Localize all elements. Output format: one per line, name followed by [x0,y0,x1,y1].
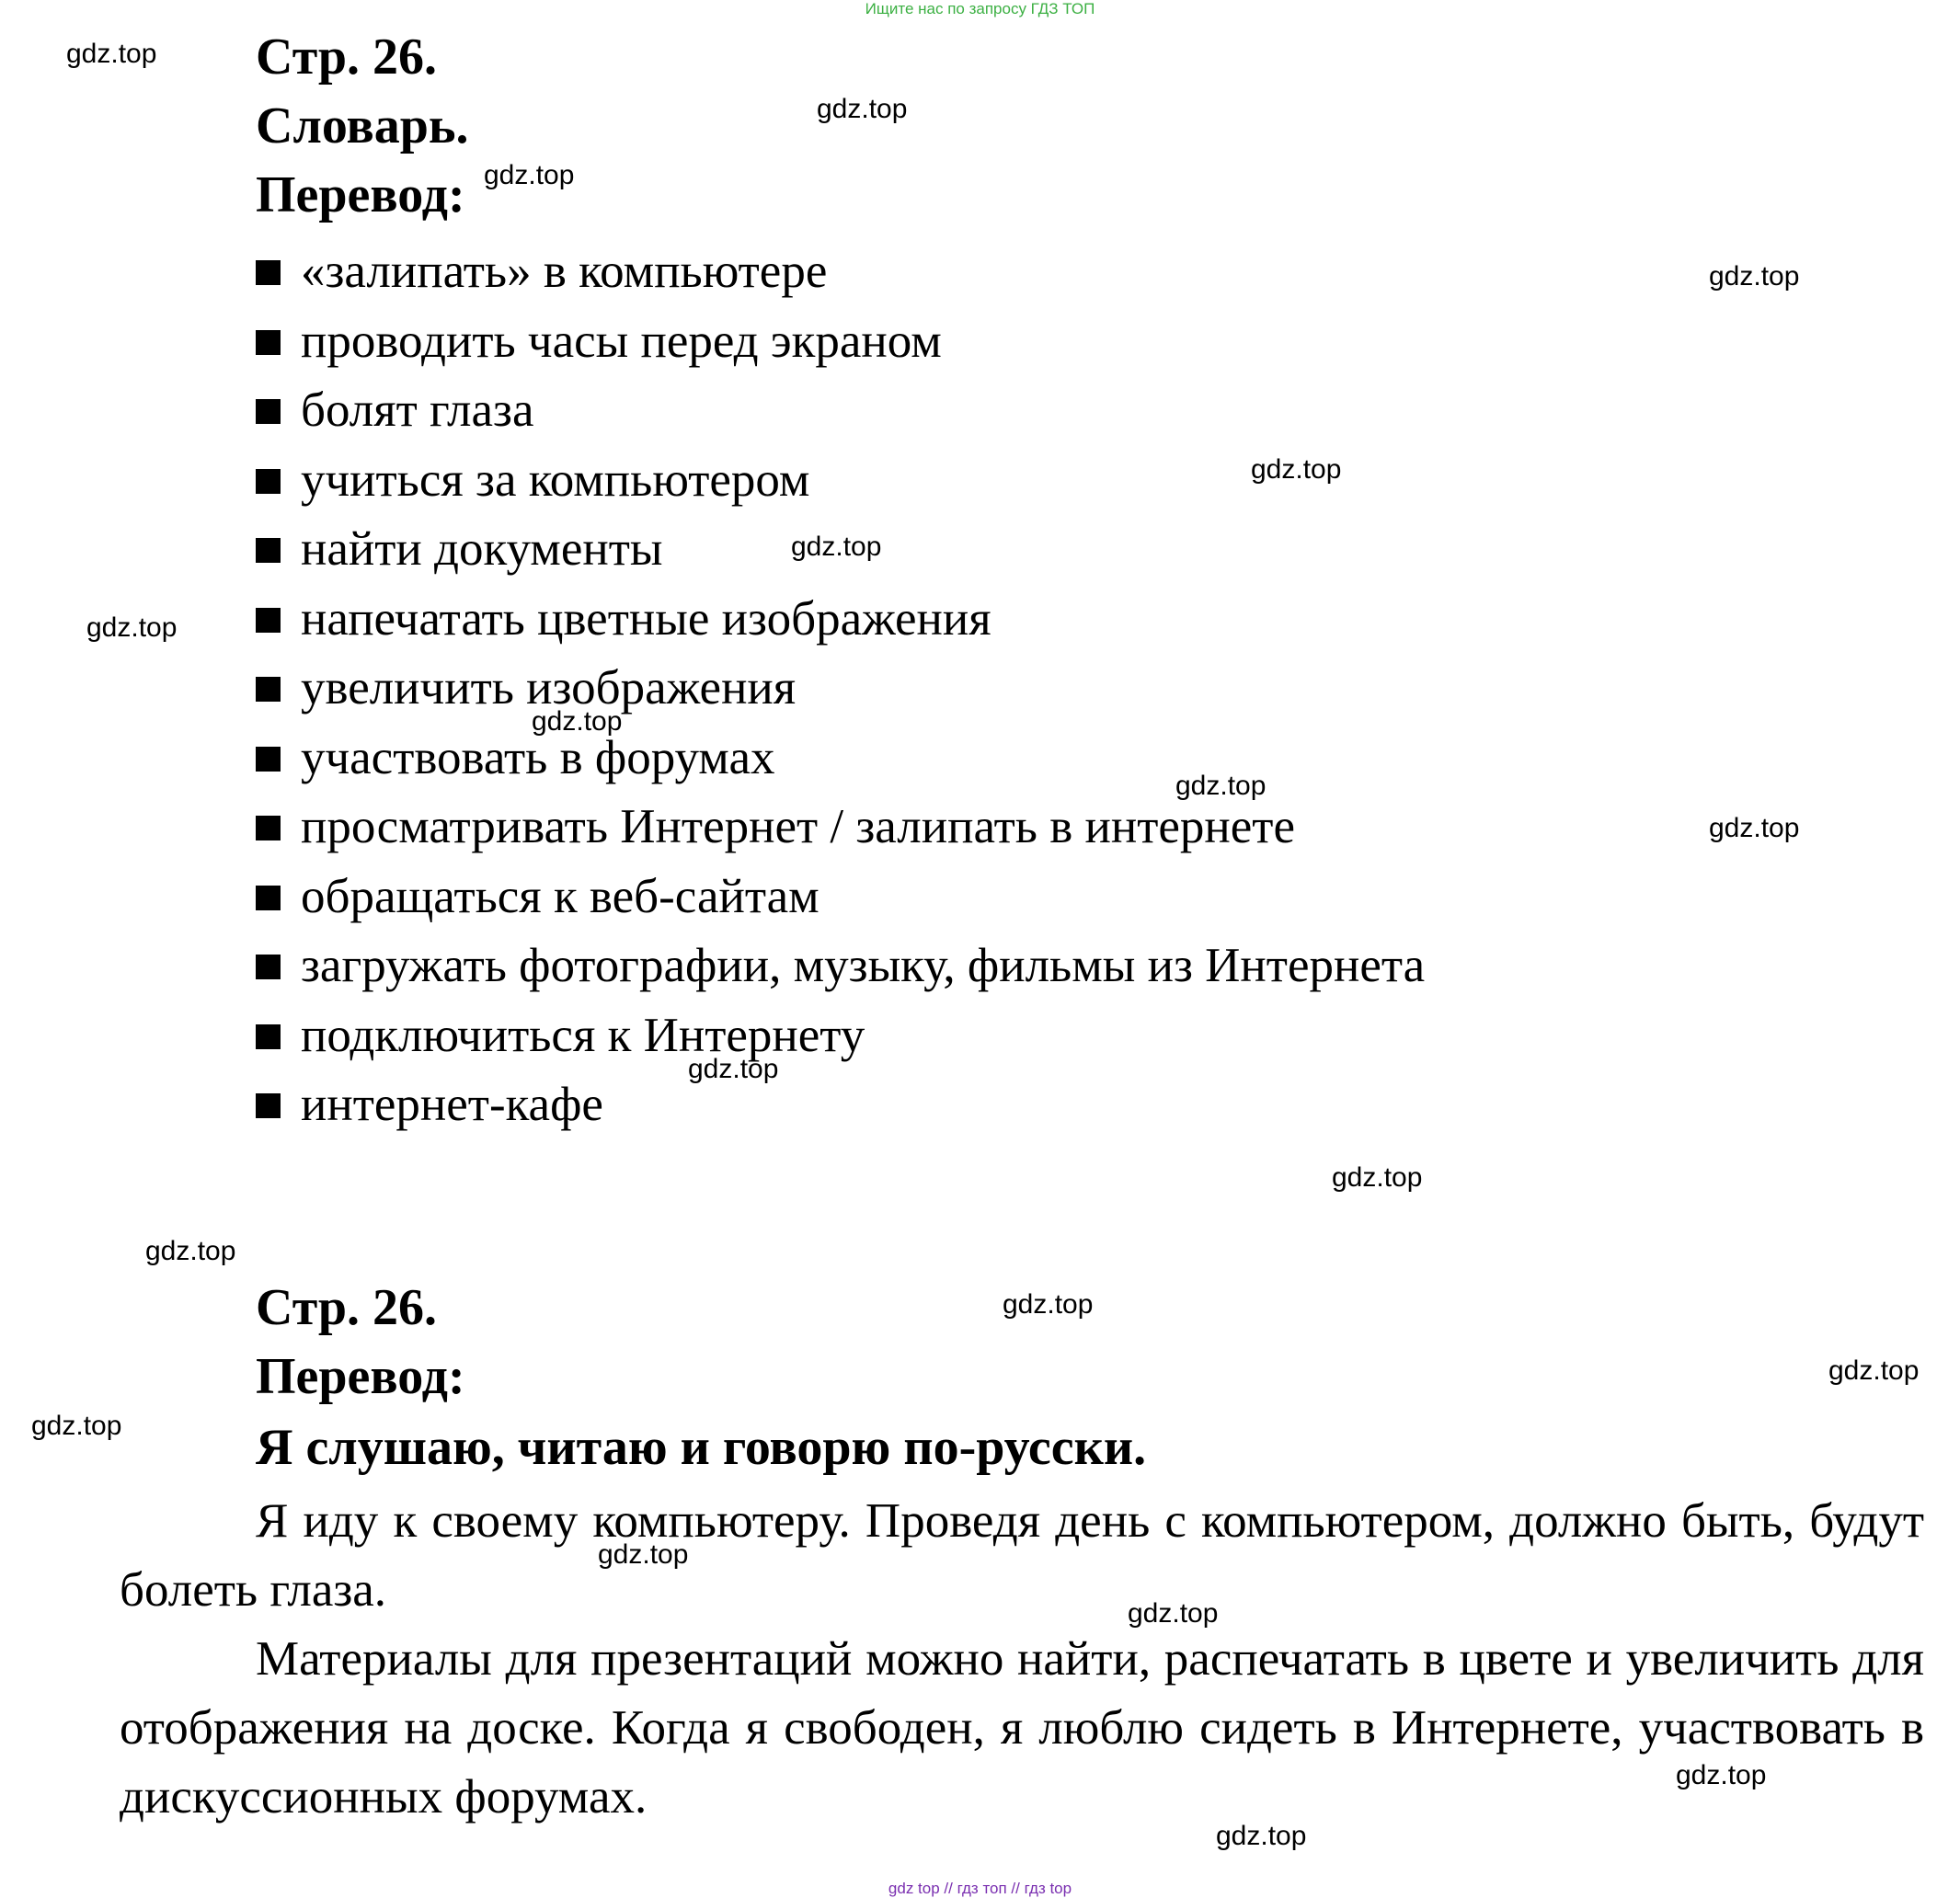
list-item-text: обращаться к веб-сайтам [301,869,820,923]
square-bullet-icon [256,677,281,702]
list-item [256,932,1425,1001]
square-bullet-icon [256,399,281,424]
square-bullet-icon [256,330,281,355]
top-search-banner: Ищите нас по запросу ГДЗ ТОП [865,0,1095,17]
list-item-text: увеличить изображения [301,661,797,715]
watermark: gdz.top [532,706,623,737]
bottom-footer-banner: gdz top // гдз топ // гдз top [888,1880,1072,1897]
list-item-text: проводить часы перед экраном [301,314,942,368]
list-item [256,376,1425,446]
watermark: gdz.top [1828,1355,1920,1386]
list-item-text: просматривать Интернет / залипать в интернете [301,800,1295,853]
list-item [256,1070,1425,1140]
square-bullet-icon [256,816,281,840]
list-item [256,446,1425,516]
list-item-text: напечатать цветные изображения [301,591,991,646]
list-item [256,307,1425,377]
list-item-text: участвовать в форумах [301,730,775,784]
square-bullet-icon [256,1093,281,1118]
watermark: gdz.top [1216,1821,1307,1851]
square-bullet-icon [256,955,281,979]
page-reference: Стр. 26. [256,29,438,86]
list-item-text: найти документы [301,522,663,576]
watermark: gdz.top [817,94,908,124]
watermark: gdz.top [1251,454,1342,485]
dictionary-title: Словарь. [256,97,469,154]
page-reference-2: Стр. 26. [256,1279,438,1336]
list-item-text: болят глаза [301,383,534,437]
square-bullet-icon [256,469,281,494]
list-item [256,1001,1425,1071]
watermark: gdz.top [1128,1598,1219,1629]
list-item [256,237,1425,307]
square-bullet-icon [256,538,281,563]
square-bullet-icon [256,747,281,772]
list-item-text: интернет-кафе [301,1078,603,1131]
watermark: gdz.top [1003,1289,1094,1320]
vocabulary-list [256,237,1425,1140]
list-item [256,863,1425,932]
watermark: gdz.top [145,1236,236,1266]
watermark: gdz.top [66,39,157,69]
watermark: gdz.top [86,612,178,643]
list-item-text: «залипать» в компьютере [301,245,828,298]
watermark: gdz.top [1175,771,1267,801]
list-item [256,793,1425,863]
watermark: gdz.top [1332,1162,1423,1193]
watermark: gdz.top [791,532,882,562]
square-bullet-icon [256,260,281,285]
paragraph-1: Я иду к своему компьютеру. Проведя день с компьютером, должно быть, будут болеть глаза. [120,1494,1924,1617]
watermark: gdz.top [688,1054,779,1084]
watermark: gdz.top [484,160,575,190]
square-bullet-icon [256,886,281,910]
watermark: gdz.top [598,1539,689,1570]
watermark: gdz.top [1709,261,1800,292]
list-item [256,654,1425,724]
list-item [256,585,1425,655]
watermark: gdz.top [31,1411,122,1441]
text-heading: Я слушаю, читаю и говорю по-русски. [256,1419,1147,1476]
list-item-text: загружать фотографии, музыку, фильмы из Интернета [301,939,1426,992]
watermark: gdz.top [1676,1760,1767,1790]
square-bullet-icon [256,1024,281,1049]
paragraph-2: Материалы для презентаций можно найти, распечатать в цвете и увеличить для отображения на доске. Когда я свободен, я люблю сидеть в Интернете, участвовать в дискуссионных форумах. [120,1632,1924,1824]
translation-subtitle: Перевод: [256,166,465,223]
watermark: gdz.top [1709,813,1800,843]
list-item-text: учиться за компьютером [301,452,810,507]
translation-subtitle-2: Перевод: [256,1348,465,1405]
square-bullet-icon [256,608,281,633]
list-item-text: подключиться к Интернету [301,1008,865,1062]
